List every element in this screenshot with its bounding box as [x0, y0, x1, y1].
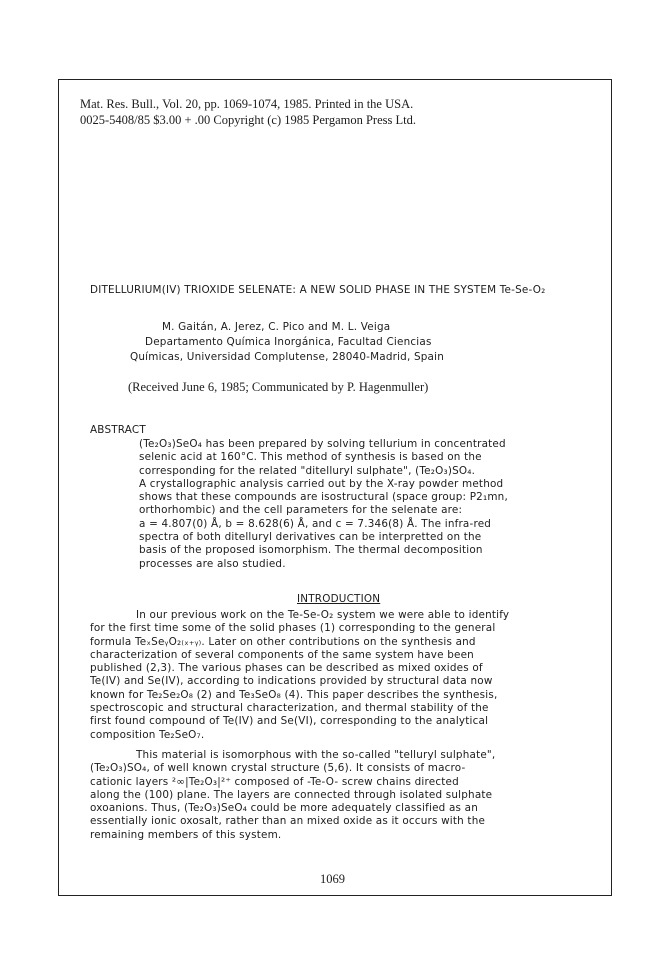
abstract-line: (Te₂O₃)SeO₄ has been prepared by solving tellurium in concentrated: [139, 438, 506, 450]
journal-citation: Mat. Res. Bull., Vol. 20, pp. 1069-1074, 1985. Printed in the USA.: [80, 97, 414, 111]
paragraph-line: essentially ionic oxosalt, rather than an mixed oxide as it occurs with the: [90, 815, 486, 828]
abstract-line: processes are also studied.: [139, 557, 286, 570]
abstract-line: A crystallographic analysis carried out by the X-ray powder method: [139, 477, 504, 490]
paper-title: DITELLURIUM(IV) TRIOXIDE SELENATE: A NEW SOLID PHASE IN THE SYSTEM Te-Se-O₂: [90, 284, 546, 296]
introduction-heading: INTRODUCTION: [297, 593, 381, 605]
abstract-body: [139, 438, 508, 571]
paragraph-line: formula TeₓSeᵧO₂₍ₓ₊ᵧ₎. Later on other contributions on the synthesis and: [90, 635, 476, 648]
introduction-paragraph-1: [90, 609, 509, 742]
author-affiliation-2: Químicas, Universidad Complutense, 28040-Madrid, Spain: [130, 351, 445, 363]
abstract-line: a = 4.807(0) Å, b = 8.628(6) Å, and c = 7.346(8) Å. The infra-red: [139, 517, 492, 530]
abstract-line: corresponding for the related "ditelluryl sulphate", (Te₂O₃)SO₄.: [139, 464, 476, 477]
copyright-line: 0025-5408/85 $3.00 + .00 Copyright (c) 1985 Pergamon Press Ltd.: [80, 113, 416, 127]
paragraph-line: along the (100) plane. The layers are connected through isolated sulphate: [90, 788, 493, 801]
author-names: M. Gaitán, A. Jerez, C. Pico and M. L. Veiga: [162, 321, 391, 333]
introduction-paragraph-2: [90, 749, 495, 842]
abstract-line: basis of the proposed isomorphism. The thermal decomposition: [139, 544, 483, 557]
paragraph-line: Te(IV) and Se(IV), according to indications provided by structural data now: [90, 675, 493, 688]
received-line: (Received June 6, 1985; Communicated by P. Hagenmuller): [128, 380, 429, 394]
paragraph-line: In our previous work on the Te-Se-O₂ system we were able to identify: [136, 609, 510, 621]
paragraph-line: spectroscopic and structural characterization, and thermal stability of the: [90, 702, 489, 715]
author-affiliation-1: Departamento Química Inorgánica, Facultad Ciencias: [145, 336, 432, 348]
abstract-line: orthorhombic) and the cell parameters for the selenate are:: [139, 504, 463, 517]
paragraph-line: composition Te₂SeO₇.: [90, 728, 205, 741]
page-number: 1069: [320, 872, 345, 886]
abstract-heading: ABSTRACT: [90, 424, 146, 436]
abstract-line: selenic acid at 160°C. This method of synthesis is based on the: [139, 451, 482, 464]
paragraph-line: oxoanions. Thus, (Te₂O₃)SeO₄ could be more adequately classified as an: [90, 802, 478, 815]
paragraph-line: first found compound of Te(IV) and Se(VI), corresponding to the analytical: [90, 715, 489, 728]
abstract-line: spectra of both ditelluryl derivatives can be interpretted on the: [139, 531, 482, 544]
paragraph-line: characterization of several components of the same system have been: [90, 648, 474, 661]
paragraph-line: remaining members of this system.: [90, 828, 282, 841]
paragraph-line: for the first time some of the solid phases (1) corresponding to the general: [90, 622, 496, 635]
paragraph-line: published (2,3). The various phases can be described as mixed oxides of: [90, 662, 483, 675]
paragraph-line: known for Te₂Se₂O₈ (2) and Te₃SeO₈ (4). This paper describes the synthesis,: [90, 688, 498, 701]
paragraph-line: (Te₂O₃)SO₄, of well known crystal structure (5,6). It consists of macro-: [90, 762, 466, 775]
abstract-line: shows that these compounds are isostructural (space group: P2₁mn,: [139, 491, 508, 504]
paragraph-line: cationic layers ²∞|Te₂O₃|²⁺ composed of -Te-O- screw chains directed: [90, 775, 459, 788]
paragraph-line: This material is isomorphous with the so-called "telluryl sulphate",: [136, 749, 496, 761]
